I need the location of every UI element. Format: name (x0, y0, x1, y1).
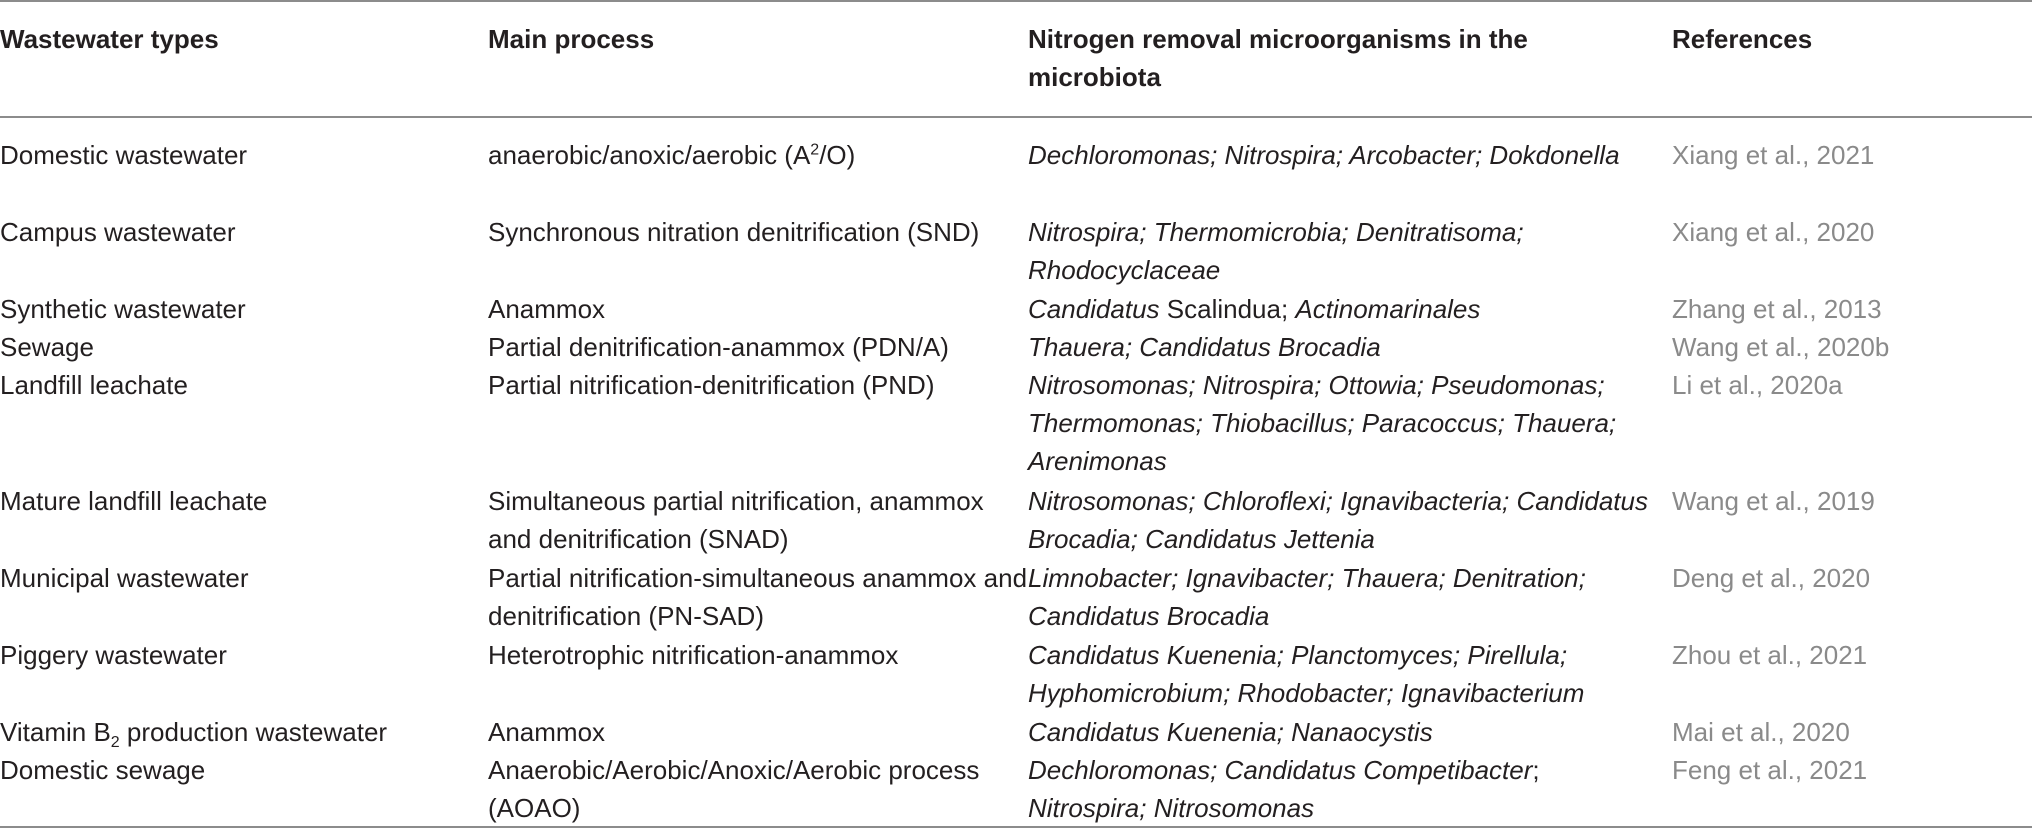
wastewater-type-cell: Piggery wastewater (0, 640, 227, 670)
main-process-cell: Anammox (488, 717, 606, 747)
organism-separator: ; (1532, 755, 1540, 785)
table-row (0, 559, 2032, 636)
process-text: anaerobic/anoxic/aerobic (A (488, 140, 811, 170)
table-header-row (0, 20, 2032, 116)
table-row (0, 213, 2032, 290)
header-main-process: Main process (488, 24, 655, 54)
microorganisms-cell: Thauera; Candidatus Brocadia (1028, 332, 1381, 362)
microorganisms-cell: Limnobacter; Ignavibacter; Thauera; Denitration; Candidatus Brocadia (1028, 563, 1586, 631)
main-process-cell: Synchronous nitration denitrification (SND) (488, 217, 980, 247)
main-process-cell: Partial denitrification-anammox (PDN/A) (488, 332, 949, 362)
table-top-rule (0, 0, 2032, 2)
process-superscript: 2 (810, 141, 820, 159)
microorganisms-cell (1028, 290, 1668, 328)
microorganisms-cell: Nitrosomonas; Chloroflexi; Ignavibacteria; Candidatus Brocadia; Candidatus Jettenia (1028, 486, 1648, 554)
table-row (0, 136, 2032, 213)
table-row (0, 713, 2032, 751)
wastewater-type-cell: Municipal wastewater (0, 563, 249, 593)
table-bottom-rule (0, 826, 2032, 828)
wastewater-type-cell: Landfill leachate (0, 370, 188, 400)
main-process-cell: Simultaneous partial nitrification, anammox and denitrification (SNAD) (488, 486, 984, 554)
header-wastewater-types: Wastewater types (0, 24, 219, 54)
wastewater-type-cell: Sewage (0, 332, 94, 362)
organism-names: Dechloromonas; Candidatus Competibacter (1028, 755, 1533, 785)
wastewater-subscript: 2 (110, 734, 120, 752)
organism-name: Actinomarinales (1295, 294, 1481, 324)
wastewater-text: Vitamin B (0, 717, 111, 747)
reference-link[interactable]: Xiang et al., 2021 (1672, 140, 1875, 170)
table-body (0, 136, 2032, 828)
table-row (0, 290, 2032, 328)
table-row (0, 366, 2032, 482)
wastewater-type-cell (0, 713, 470, 751)
wastewater-type-cell: Domestic sewage (0, 755, 206, 785)
wastewater-type-cell: Mature landfill leachate (0, 486, 268, 516)
header-microorganisms: Nitrogen removal microorganisms in the microbiota (1028, 24, 1528, 92)
microorganisms-cell (1028, 751, 1668, 827)
microorganisms-cell: Dechloromonas; Nitrospira; Arcobacter; Dokdonella (1028, 140, 1620, 170)
header-references: References (1672, 24, 1813, 54)
main-process-cell: Anaerobic/Aerobic/Anoxic/Aerobic process (AOAO) (488, 755, 980, 823)
table-row (0, 636, 2032, 713)
wastewater-type-cell: Domestic wastewater (0, 140, 248, 170)
reference-link[interactable]: Wang et al., 2020b (1672, 332, 1890, 362)
reference-link[interactable]: Deng et al., 2020 (1672, 563, 1871, 593)
reference-link[interactable]: Mai et al., 2020 (1672, 717, 1850, 747)
microorganisms-cell: Nitrosomonas; Nitrospira; Ottowia; Pseudomonas; Thermomonas; Thiobacillus; Paracoccus; Thauera; Arenimonas (1028, 370, 1617, 476)
reference-link[interactable]: Xiang et al., 2020 (1672, 217, 1875, 247)
table-row (0, 482, 2032, 559)
reference-link[interactable]: Zhang et al., 2013 (1672, 294, 1882, 324)
organism-names-end: Nitrospira; Nitrosomonas (1028, 793, 1315, 823)
microorganisms-cell: Candidatus Kuenenia; Planctomyces; Pirellula; Hyphomicrobium; Rhodobacter; Ignavibacterium (1028, 640, 1585, 708)
wastewater-type-cell: Synthetic wastewater (0, 294, 246, 324)
main-process-cell: Partial nitrification-denitrification (PND) (488, 370, 935, 400)
microorganisms-cell: Candidatus Kuenenia; Nanaocystis (1028, 717, 1433, 747)
main-process-cell (488, 136, 1028, 174)
main-process-cell: Heterotrophic nitrification-anammox (488, 640, 899, 670)
wastewater-text-end: production wastewater (119, 717, 388, 747)
reference-link[interactable]: Wang et al., 2019 (1672, 486, 1875, 516)
reference-link[interactable]: Feng et al., 2021 (1672, 755, 1868, 785)
reference-link[interactable]: Zhou et al., 2021 (1672, 640, 1868, 670)
wastewater-type-cell: Campus wastewater (0, 217, 236, 247)
table-header-rule (0, 116, 2032, 118)
main-process-cell: Partial nitrification-simultaneous anammox and denitrification (PN-SAD) (488, 563, 1028, 631)
table-row (0, 328, 2032, 366)
organism-species: Scalindua; (1159, 294, 1296, 324)
table-row (0, 751, 2032, 828)
microorganisms-cell: Nitrospira; Thermomicrobia; Denitratisoma; Rhodocyclaceae (1028, 217, 1524, 285)
process-text-end: /O) (819, 140, 856, 170)
organism-genus: Candidatus (1028, 294, 1160, 324)
main-process-cell: Anammox (488, 294, 606, 324)
reference-link[interactable]: Li et al., 2020a (1672, 370, 1843, 400)
